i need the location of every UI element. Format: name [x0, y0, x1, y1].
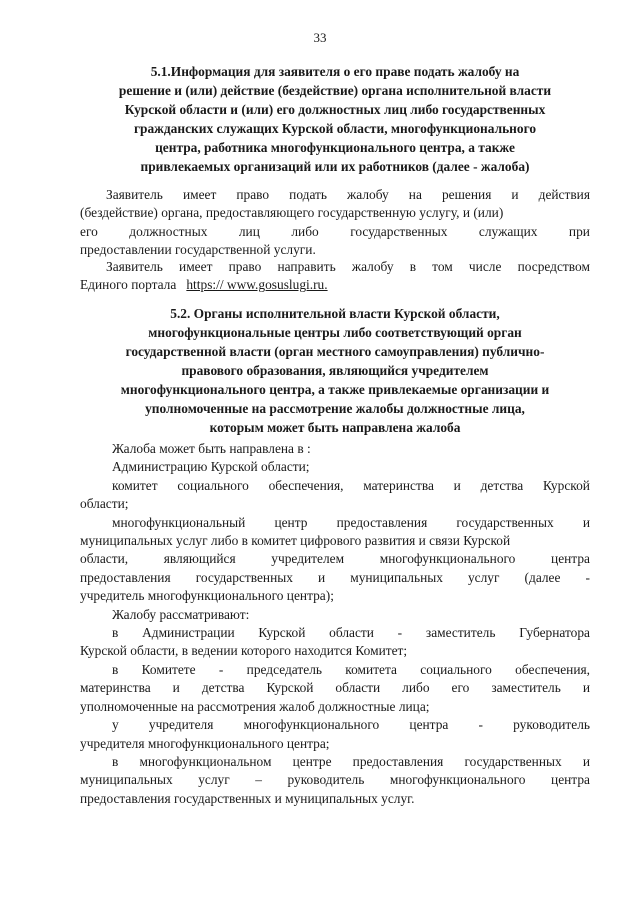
justified-line — [80, 679, 590, 697]
word: центре — [292, 753, 332, 769]
word: комитет — [112, 477, 158, 493]
word: (далее — [524, 569, 561, 585]
word: государственных — [464, 753, 562, 769]
justified-line — [80, 753, 590, 771]
word: муниципальных — [350, 569, 443, 585]
word: центра — [551, 772, 590, 788]
word: лиц — [238, 223, 260, 239]
word: и — [511, 187, 519, 202]
word: Курской — [266, 680, 314, 696]
word: либо — [291, 223, 319, 239]
word: предоставления — [352, 753, 444, 769]
word: право — [236, 187, 270, 202]
paragraph-right-to-complain — [80, 186, 590, 260]
heading-line: Курской области и (или) его должностных лиц либо государственных — [124, 102, 546, 117]
word: государственных — [456, 514, 554, 530]
word: и — [172, 680, 180, 696]
word: Администрации — [142, 625, 235, 641]
justified-line — [80, 258, 590, 276]
text-line: Курской области, в ведении которого находится Комитет; — [80, 643, 408, 659]
word: и — [453, 477, 461, 493]
word: действия — [538, 187, 590, 202]
heading-line: решение и (или) действие (бездействие) органа исполнительной власти — [118, 83, 552, 98]
word: центр — [274, 514, 308, 530]
heading-line: уполномоченные на рассмотрение жалобы должностные лица, — [145, 401, 525, 416]
word: социального — [420, 661, 492, 677]
justified-line — [80, 514, 590, 532]
word: и — [318, 569, 326, 585]
word: детства — [201, 680, 245, 696]
word: Комитете — [141, 661, 196, 677]
text-line: предоставления государственных и муниципальных услуг. — [80, 790, 415, 806]
word: направить — [277, 259, 336, 274]
word: многофункциональном — [139, 753, 272, 769]
word: числе — [468, 259, 502, 274]
portal-link[interactable]: https:// www.gosuslugi.ru. — [186, 277, 328, 293]
justified-line — [80, 716, 590, 734]
word: - — [397, 625, 403, 641]
word: центра — [409, 717, 449, 733]
heading-line: государственной власти (орган местного самоуправления) публично- — [125, 344, 545, 359]
text-line: области; — [80, 496, 129, 512]
section-5-2-body — [80, 440, 590, 808]
text-line: Жалоба может быть направлена в : — [112, 441, 311, 456]
text-line: Администрацию Курской области; — [112, 459, 310, 475]
word: должностных — [129, 223, 208, 239]
word: и — [582, 753, 590, 769]
text-line: уполномоченные на рассмотрения жалоб должностные лица; — [80, 698, 430, 714]
text-line: учредитель многофункционального центра); — [80, 588, 334, 604]
word: либо — [402, 680, 430, 696]
section-5-1-heading — [80, 62, 590, 176]
word: многофункционального — [243, 717, 380, 733]
heading-line: многофункциональные центры либо соответствующий орган — [148, 325, 522, 340]
heading-line: привлекаемых организаций или их работников (далее - жалоба) — [140, 159, 530, 174]
portal-label: Единого портала — [80, 277, 177, 293]
word: области, — [80, 551, 129, 567]
word: в — [112, 661, 119, 677]
word: его — [451, 680, 470, 696]
word: государственных — [350, 223, 448, 239]
word: при — [568, 223, 590, 239]
word: материнства — [363, 477, 434, 493]
word: в — [409, 259, 417, 274]
word: обеспечения, — [515, 661, 590, 677]
word: Заявитель — [106, 187, 163, 202]
word: заместитель — [491, 680, 561, 696]
text-line: муниципальных услуг либо в комитет цифрового развития и связи Курской — [80, 533, 511, 549]
word: Курской — [258, 625, 306, 641]
word: на — [408, 187, 422, 202]
word: заместитель — [425, 625, 496, 641]
text-line: учредителя многофункционального центра; — [80, 735, 330, 751]
word: детства — [480, 477, 524, 493]
word: Курской — [543, 477, 590, 493]
word: - — [478, 717, 483, 733]
word: - — [218, 661, 224, 677]
paragraph-portal — [80, 258, 590, 295]
word: материнства — [80, 680, 151, 696]
word: у — [112, 717, 119, 733]
justified-line — [80, 624, 590, 642]
word: его — [80, 223, 98, 239]
word: услуг — [198, 772, 230, 788]
heading-line: которым может быть направлена жалоба — [209, 420, 461, 435]
word: муниципальных — [80, 772, 173, 788]
word: услуг — [467, 569, 500, 585]
heading-line: центра, работника многофункционального центра, а также — [155, 140, 515, 155]
justified-line — [80, 223, 590, 241]
word: и — [582, 514, 590, 530]
justified-line — [80, 186, 590, 204]
section-5-2-heading — [80, 304, 590, 437]
page-number: 33 — [313, 30, 327, 45]
text-line — [80, 276, 590, 294]
text-line: предоставлении государственной услуги. — [80, 242, 316, 258]
word: в — [112, 753, 119, 769]
word: жалобу — [347, 187, 389, 202]
justified-line — [80, 661, 590, 679]
text-line: (бездействие) органа, предоставляющего государственную услугу, и (или) — [80, 205, 504, 221]
word: решения — [441, 187, 492, 202]
heading-line: 5.2. Органы исполнительной власти Курской области, — [170, 306, 500, 321]
word: многофункционального — [379, 551, 516, 567]
word: имеет — [179, 259, 213, 274]
justified-line — [80, 771, 590, 789]
word: предоставления — [80, 569, 171, 585]
word: жалобу — [351, 259, 394, 274]
word: области — [329, 625, 374, 641]
word: в — [112, 625, 119, 641]
word: и — [582, 680, 590, 696]
heading-line: многофункционального центра, а также привлекаемые организации и — [120, 382, 550, 397]
word: служащих — [478, 223, 538, 239]
word: посредством — [517, 259, 590, 274]
word: том — [432, 259, 453, 274]
word: руководитель — [287, 772, 365, 788]
word: многофункциональный — [112, 514, 246, 530]
word: Заявитель — [106, 259, 163, 274]
heading-line: правового образования, являющийся учредителем — [181, 363, 489, 378]
word: социального — [177, 477, 249, 493]
word: руководитель — [513, 717, 590, 733]
word: области — [335, 680, 381, 696]
word: многофункционального — [389, 772, 526, 788]
word: государственных — [195, 569, 293, 585]
word: имеет — [182, 187, 217, 202]
word: являющийся — [163, 551, 236, 567]
word: подать — [289, 187, 327, 202]
justified-line — [80, 569, 590, 587]
word: предоставления — [336, 514, 428, 530]
word: обеспечения, — [268, 477, 344, 493]
justified-line — [80, 550, 590, 568]
heading-line: 5.1.Информация для заявителя о его праве подать жалобу на — [150, 64, 520, 79]
heading-line: гражданских служащих Курской области, многофункционального — [133, 121, 537, 136]
text-line: Жалобу рассматривают: — [112, 606, 250, 622]
word: учредителя — [148, 717, 214, 733]
word: учредителем — [271, 551, 345, 567]
word: центра — [551, 551, 590, 567]
word: Губернатора — [519, 625, 590, 641]
word: комитета — [345, 661, 397, 677]
word: – — [255, 772, 262, 788]
word: право — [228, 259, 262, 274]
word: - — [585, 569, 590, 585]
justified-line — [80, 477, 590, 495]
word: председатель — [246, 661, 322, 677]
